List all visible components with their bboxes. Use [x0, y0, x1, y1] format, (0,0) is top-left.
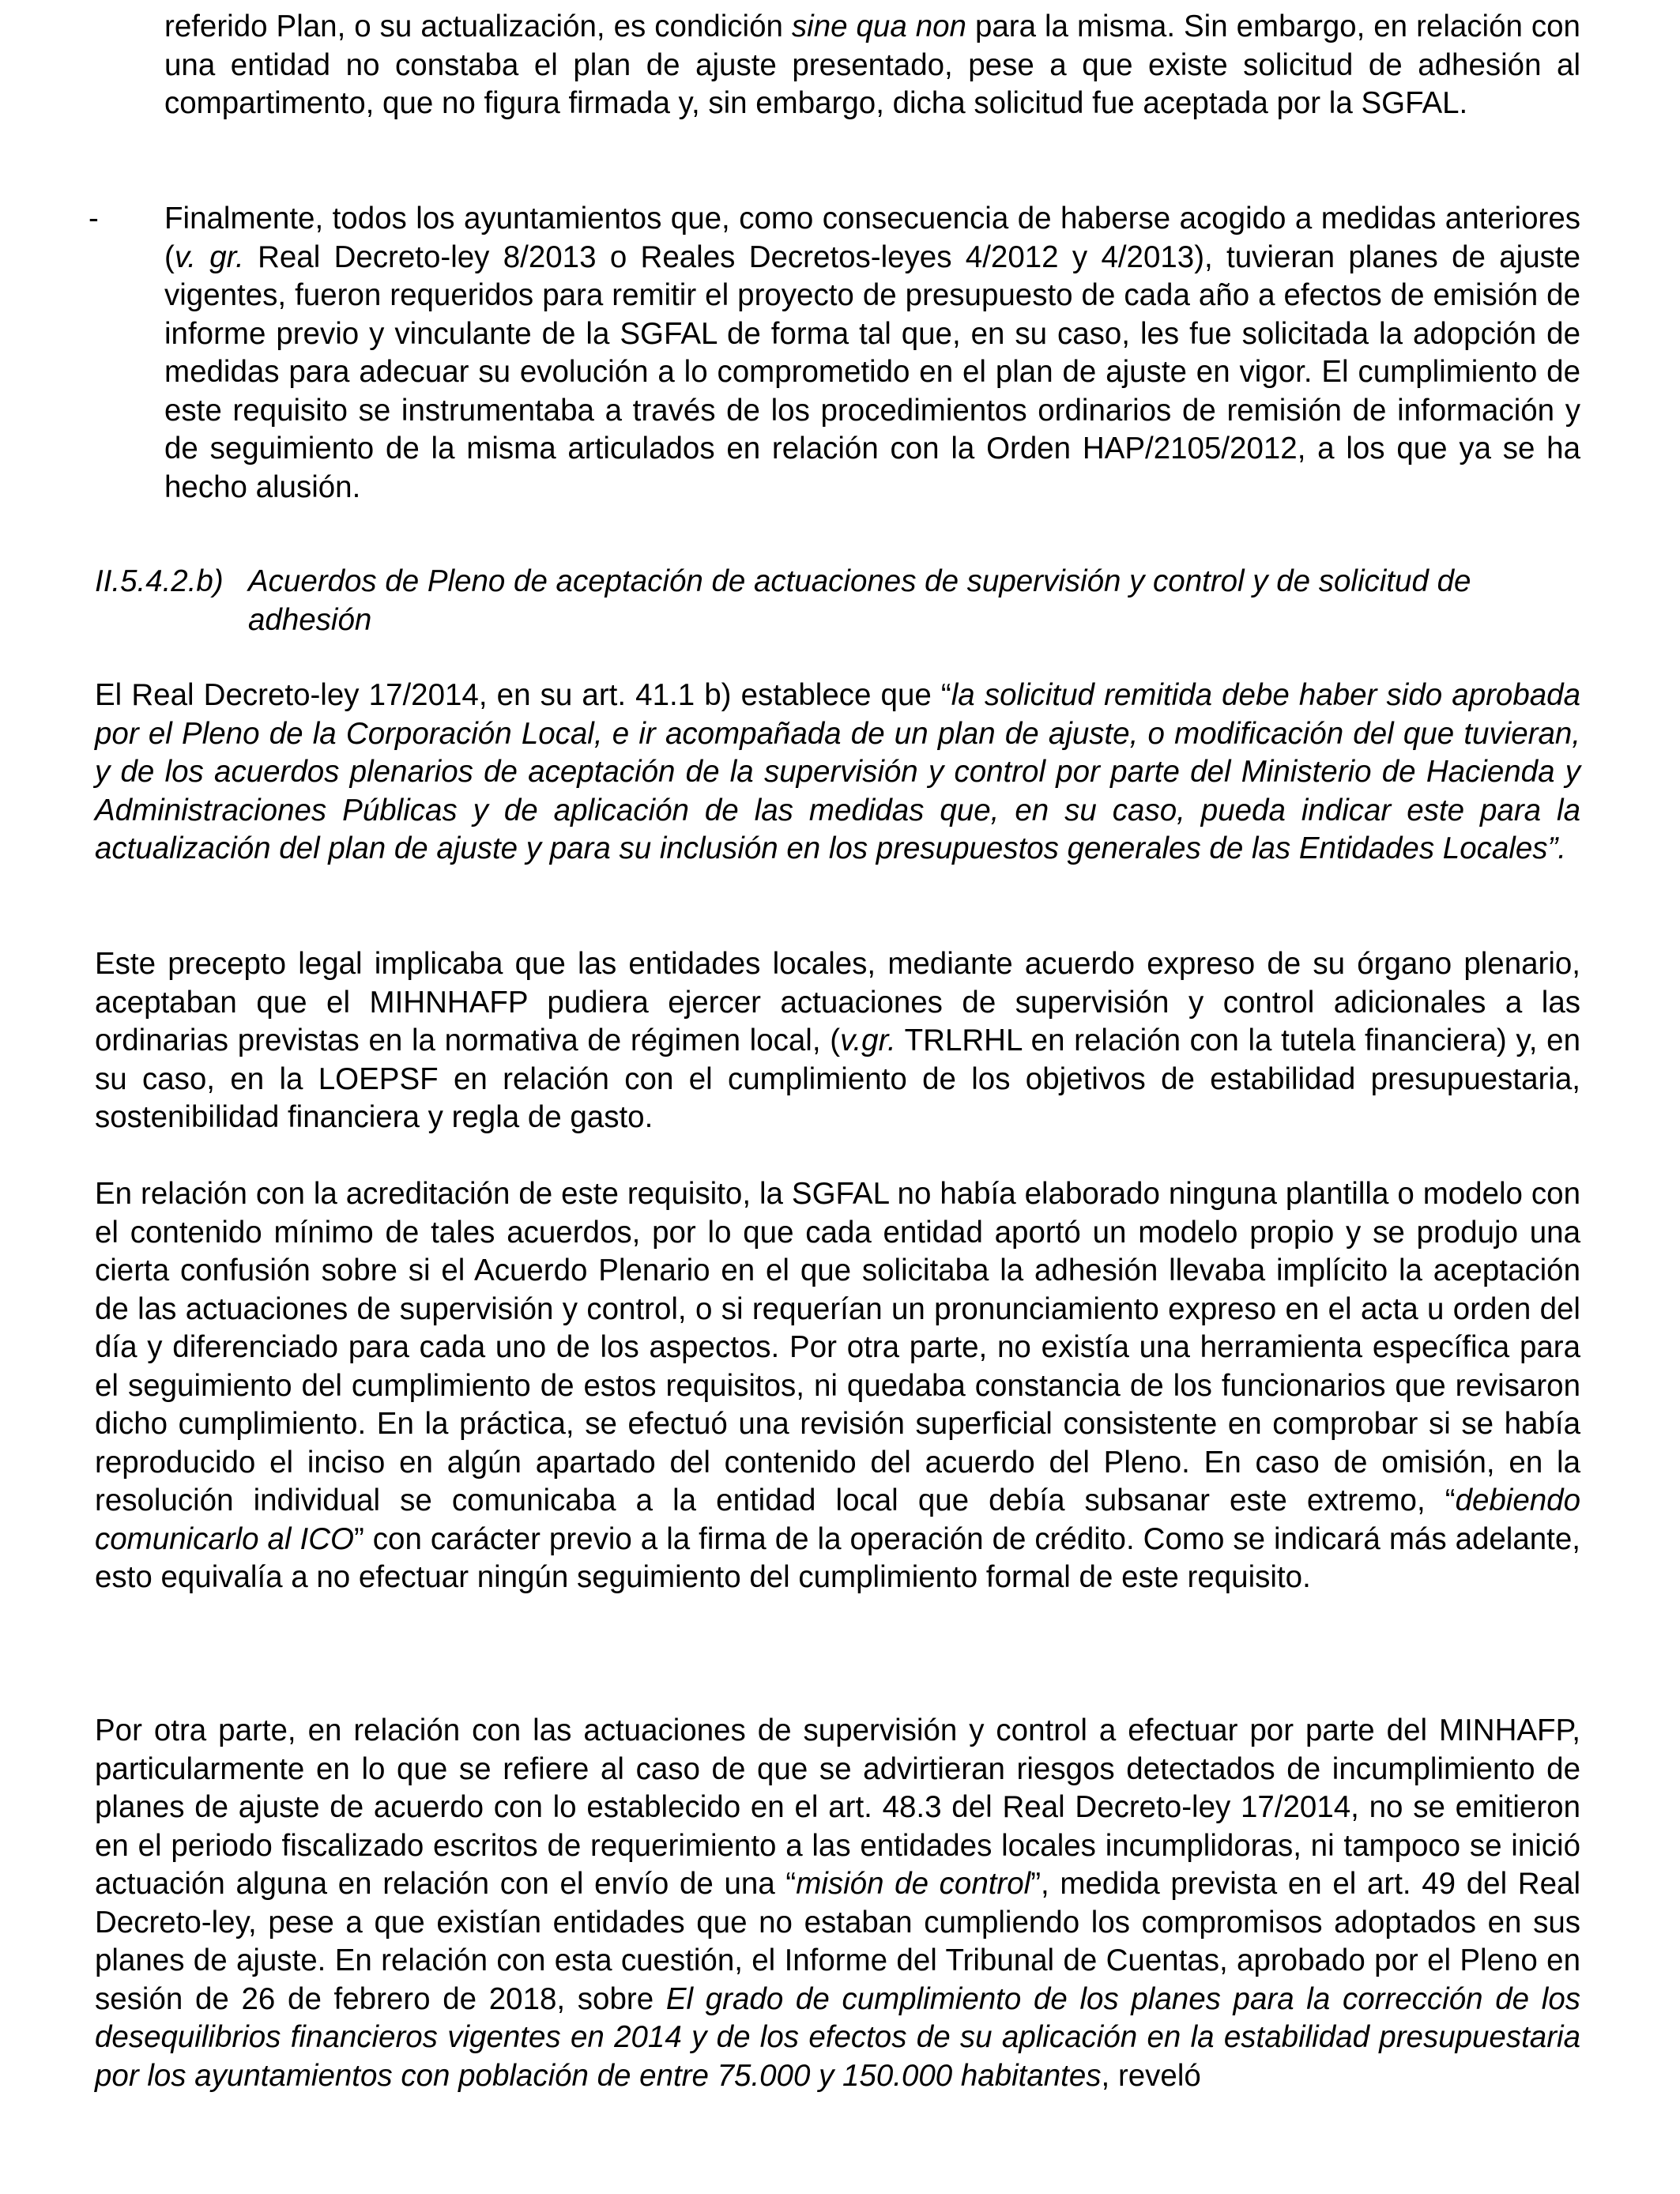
paragraph-text	[95, 945, 1580, 1137]
paragraph-text	[95, 1712, 1580, 2095]
list-item-text	[164, 8, 1580, 123]
italic-run: v. gr.	[174, 239, 244, 274]
text-run: ”, medida prevista en el art. 49 del Real Decreto-ley, pese a que existían entidades que no estaban cumpliendo los compromisos adoptados en sus planes de ajuste. En relación con esta cuestión, el Informe del Tribunal de Cuentas, aprobado por el Pleno en sesión de 26 de febrero de 2018, sobre	[95, 1867, 1580, 2016]
list-bullet-dash: -	[89, 202, 99, 236]
text-run: En relación con la acreditación de este requisito, la SGFAL no había elaborado ninguna plantilla o modelo con el contenido mínimo de tales acuerdos, por lo que cada entidad aportó un modelo propio y se produjo una cierta confusión sobre si el Acuerdo Plenario en el que solicitaba la adhesión llevaba implícito la aceptación de las actuaciones de supervisión y control, o si requerían un pronunciamiento expreso en el acta u orden del día y diferenciado para cada uno de los aspectos. Por otra parte, no existía una herramienta específica para el seguimiento del cumplimiento de estos requisitos, ni quedaba constancia de los funcionarios que revisaron dicho cumplimiento. En la práctica, se efectuó una revisión superficial consistente en comprobar si se había reproducido el inciso en algún apartado del contenido del acuerdo del Pleno. En caso de omisión, en la resolución individual se comunicaba a la entidad local que debía subsanar este extremo, “	[95, 1177, 1580, 1517]
text-run: Por otra parte, en relación con las actuaciones de supervisión y control a efectuar por parte del MINHAFP, particularmente en lo que se refiere al caso de que se advirtieran riesgos detectados de incumplimiento de planes de ajuste de acuerdo con lo establecido en el art. 48.3 del Real Decreto-ley 17/2014, no se emitieron en el periodo fiscalizado escritos de requerimiento a las entidades locales incumplidoras, ni tampoco se inició actuación alguna en relación con el envío de una “	[95, 1713, 1580, 1901]
italic-run: misión de control	[796, 1867, 1031, 1901]
text-run: Este precepto legal implicaba que las entidades locales, mediante acuerdo expreso de su órgano plenario, aceptaban que el MIHNHAFP pudiera ejercer actuaciones de supervisión y control adicionales a las ordinarias previstas en la normativa de régimen local, (	[95, 947, 1580, 1057]
section-number: II.5.4.2.b)	[95, 564, 224, 598]
text-run: referido Plan, o su actualización, es condición	[164, 9, 792, 43]
section-heading	[95, 563, 1580, 639]
text-run: Real Decreto-ley 8/2013 o Reales Decretos-leyes 4/2012 y 4/2013), tuvieran planes de ajuste vigentes, fueron requeridos para remitir el proyecto de presupuesto de cada año a efectos de emisión de informe previo y vinculante de la SGFAL de forma tal que, en su caso, les fue solicitada la adopción de medidas para adecuar su evolución a lo comprometido en el plan de ajuste en vigor. El cumplimiento de este requisito se instrumentaba a través de los procedimientos ordinarios de remisión de información y de seguimiento de la misma articulados en relación con la Orden HAP/2105/2012, a los que ya se ha hecho alusión.	[164, 239, 1580, 504]
section-title: Acuerdos de Pleno de aceptación de actuaciones de supervisión y control y de solicitud de adhesión	[248, 564, 1471, 637]
list-item-text	[164, 200, 1580, 507]
list-item-continuation	[95, 8, 1580, 123]
paragraph-2	[95, 945, 1580, 1137]
text-run: ” con carácter previo a la firma de la operación de crédito. Como se indicará más adelante, esto equivalía a no efectuar ningún seguimiento del cumplimiento formal de este requisito.	[95, 1521, 1580, 1594]
italic-run: debiendo comunicarlo al ICO	[95, 1483, 1580, 1556]
paragraph-text	[95, 1175, 1580, 1597]
text-run: El Real Decreto-ley 17/2014, en su art. 41.1 b) establece que “	[95, 678, 951, 712]
italic-run: sine qua non	[791, 9, 966, 43]
text-run: para la misma. Sin embargo, en relación con una entidad no constaba el plan de ajuste presentado, pese a que existe solicitud de adhesión al compartimento, que no figura firmada y, sin embargo, dicha solicitud fue aceptada por la SGFAL.	[164, 9, 1580, 120]
paragraph-text	[95, 677, 1580, 869]
italic-quote: la solicitud remitida debe haber sido aprobada por el Pleno de la Corporación Local, e ir acompañada de un plan de ajuste, o modificación del que tuvieran, y de los acuerdos plenarios de aceptación de la supervisión y control por parte del Ministerio de Hacienda y Administraciones Públicas y de aplicación de las medidas que, en su caso, pueda indicar este para la actualización del plan de ajuste y para su inclusión en los presupuestos generales de las Entidades Locales”.	[95, 678, 1580, 865]
paragraph-1	[95, 677, 1580, 869]
italic-run: v.gr.	[840, 1023, 896, 1057]
text-run: , reveló	[1101, 2058, 1201, 2093]
text-run: Finalmente, todos los ayuntamientos que, como consecuencia de haberse acogido a medidas anteriores (	[164, 202, 1580, 274]
text-run: TRLRHL en relación con la tutela financiera) y, en su caso, en la LOEPSF en relación con el cumplimiento de los objetivos de estabilidad presupuestaria, sostenibilidad financiera y regla de gasto.	[95, 1023, 1580, 1134]
list-item-final	[89, 200, 1580, 507]
paragraph-4	[95, 1712, 1580, 2095]
paragraph-3	[95, 1175, 1580, 1597]
italic-report-title: El grado de cumplimiento de los planes para la corrección de los desequilibrios financieros vigentes en 2014 y de los efectos de su aplicación en la estabilidad presupuestaria por los ayuntamientos con población de entre 75.000 y 150.000 habitantes	[95, 1981, 1581, 2093]
